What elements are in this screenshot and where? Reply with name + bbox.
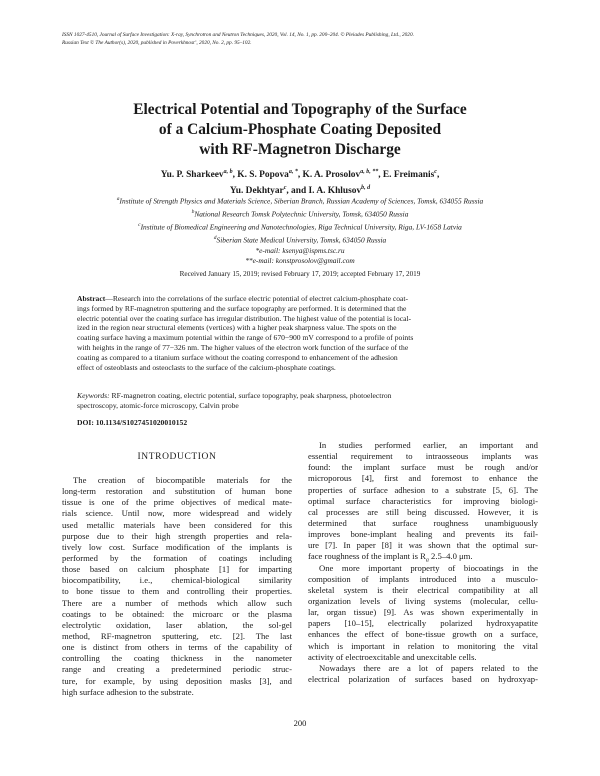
body-text-line: long-term restoration and substitution of human bone [62, 486, 292, 497]
email-2[interactable]: **e-mail: konstprosolov@gmail.com [245, 255, 355, 265]
body-text-line: Nowadays there are a lot of papers related to the [319, 662, 538, 673]
affiliations [60, 194, 540, 266]
body-text-line: tissue is one of the prime objectives of medical mate- [62, 497, 292, 508]
body-text-line: those based on calcium phosphate [1] for imparting [62, 564, 292, 575]
body-text-line: In studies performed earlier, an important and [319, 440, 538, 450]
body-text-line: controlling the coating thickness in the nanometer [62, 653, 292, 664]
affil-sup: a [116, 196, 120, 202]
affil-sup: b [191, 208, 195, 215]
body-text-line: essential requirement to intraosseous implants was [308, 451, 538, 462]
affiliation-c [60, 220, 540, 233]
keywords-label: Keywords: [77, 391, 110, 400]
affiliation-b [60, 207, 540, 220]
author-separator: , [436, 170, 440, 181]
body-text-line: determined that surface roughness unambiguously [308, 517, 538, 528]
body-text-line: organization levels of living systems (molecular, cellu- [308, 595, 538, 606]
body-text-line: biocompatibility, i.e., chemical-biological similarity [62, 575, 292, 586]
body-text-line: One more important property of biocoatings in the [319, 562, 538, 573]
abstract-line [77, 294, 523, 304]
body-text-line: optimal surface characteristics for improving biologi- [308, 495, 538, 506]
paper-title [60, 100, 540, 160]
abstract-label: Abstract [77, 294, 106, 303]
body-text-line: tively low cost. Surface modification of the implants is [62, 541, 292, 552]
author-dekhtyar: Yu. Dekhtyar [229, 185, 284, 196]
section-title-introduction: INTRODUCTION [137, 452, 217, 462]
keywords-text: RF-magnetron coating, electric potential, surface topography, peak sharpness, photoelectron [109, 391, 392, 400]
body-text-line: performed by the formation of coatings including [62, 552, 292, 563]
author-sup: c [283, 184, 287, 191]
title-line-3: with RF-Magnetron Discharge [199, 141, 401, 158]
abstract-text: —Research into the correlations of the surface electric potential of electret calcium-phosphate coat- [105, 294, 409, 303]
author-sup: c [434, 169, 437, 175]
body-text-line: ure [7]. In paper [8] it was shown that the optimal sur- [308, 540, 538, 551]
affiliation-d [60, 233, 540, 246]
journal-header-line-2: Russian Text © The Author(s), 2020, published in Poverkhnost’, 2020, No. 2, pp. 95–102. [62, 40, 252, 46]
body-text-line: microporous [4], first and foremost to enhance the [308, 473, 538, 484]
keywords [77, 391, 523, 412]
affil-sup: c [138, 221, 141, 228]
body-text-line: used metallic materials have been considered for this [62, 519, 292, 530]
roughness-subscript: a [425, 558, 429, 565]
affil-text: National Research Tomsk Polytechnic University, Tomsk, 634050 Russia [194, 209, 409, 219]
author-sharkeev: Yu. P. Sharkeev [160, 170, 224, 181]
title-line-2: of a Calcium-Phosphate Coating Deposited [158, 121, 442, 138]
body-text-line: improves bone-implant healing and prevents its fail- [308, 529, 538, 540]
author-sup: a, * [288, 169, 298, 175]
body-text-line: activity of electroexcitable and unexcitable cells. [308, 651, 477, 662]
journal-header-line-1: ISSN 1027-4510, Journal of Surface Investigation: X-ray, Synchrotron and Neutron Techniques, 2020, Vol. 14, No. 1, pp. 200–204. © Pleiades Publishing, Ltd., 2020. [62, 32, 414, 38]
body-text-line: properties of surface adhesion to a substrate [5, 6]. The [308, 484, 538, 495]
body-text-line: range and creating a predetermined periodic struc- [62, 664, 292, 675]
author-sup: a, b [223, 169, 233, 175]
body-text-line: one is distinct from others in terms of the capability of [62, 642, 292, 653]
affil-sup: d [213, 234, 217, 241]
affil-text: Institute of Biomedical Engineering and Nanotechnologies, Riga Technical University, Riga, LV-1658 Latvia [140, 222, 462, 232]
abstract-line: effect of osteoblasts and osteoclasts to the surface of the calcium-phosphate coatings. [77, 362, 336, 372]
email-1[interactable]: *e-mail: ksenya@ispms.tsc.ru [255, 245, 345, 255]
author-prosolov: , K. A. Prosolov [297, 170, 361, 181]
abstract-line: coating surface having a maximum potential within the range of 670−900 mV correspond to a profile of points [77, 333, 414, 343]
doi[interactable]: DOI: 10.1134/S1027451020010152 [77, 418, 188, 427]
author-khlusov: , and I. A. Khlusov [286, 185, 362, 196]
abstract [77, 294, 523, 372]
title-line-1: Electrical Potential and Topography of the Surface [133, 101, 467, 118]
body-text-line: which is important in relation to monitoring the vital [308, 640, 538, 651]
page-number: 200 [293, 718, 307, 728]
body-text-line: to bone tissue to them and controlling their properties. [62, 586, 292, 597]
body-text-line: coatings to be obtained: the microarc or the plasma [62, 608, 292, 619]
body-text-line: purpose due to their high strength properties and rela- [62, 530, 292, 541]
body-text-line: enhances the effect of bone-tissue growth on a surface, [308, 629, 538, 640]
body-text-line: skeletal system is their electrical compatibility at all [308, 584, 538, 595]
body-text-line: electrical polarization of surfaces based on hydroxyap- [308, 673, 538, 684]
body-text-line: face roughness of the implant is $R_a$ 2.5–4.0 μm. [308, 551, 473, 565]
affiliation-a [60, 194, 540, 207]
body-text-line: method, RF-magnetron sputtering, etc. [2]. The last [62, 630, 292, 641]
column-right [308, 440, 538, 685]
author-list [60, 166, 540, 197]
author-freimanis: , E. Freimanis [378, 170, 435, 181]
body-text-line: found: the implant surface must be rough and/or [308, 462, 538, 473]
body-text-line: high surface adhesion to the substrate. [62, 686, 194, 697]
affil-text: Institute of Strength Physics and Materials Science, Siberian Branch, Russian Academy of Sciences, Tomsk, 634055 Russia [119, 196, 484, 206]
body-text-line: cal processes are still being discussed. However, it is [308, 506, 538, 517]
abstract-line: ized in the region near structural elements (vertices) with a higher peak sharpness value. The spots on the [77, 323, 397, 333]
author-sup: a, b, ** [360, 169, 379, 175]
abstract-line: electric potential over the coating surface has irregular distribution. The highest value of the potential is local- [77, 313, 412, 323]
body-text-line: rials science. Until now, more widespread and widely [62, 508, 292, 519]
received-dates: Received January 15, 2019; revised February 17, 2019; accepted February 17, 2019 [179, 270, 421, 278]
body-text-line: There are a number of methods which allow such [62, 597, 292, 608]
column-left [62, 475, 292, 698]
author-popova: , K. S. Popova [232, 170, 289, 181]
body-text-line: ture, for example, by using deposition masks [3], and [62, 675, 292, 686]
body-text-line: papers [10–15], electrically polarized hydroxyapatite [308, 618, 538, 629]
body-text-line: composition of implants introduced into a musculo- [308, 573, 538, 584]
abstract-line: ings formed by RF-magnetron sputtering and the surface topography are performed. It is determined that the [77, 303, 407, 313]
body-text-line: lar, organ tissue) [9]. As was shown experimentally in [308, 607, 538, 618]
author-sup: b, d [361, 184, 371, 191]
affil-text: Siberian State Medical University, Tomsk, 634050 Russia [216, 235, 387, 245]
body-text-line: electrolytic oxidation, laser ablation, the sol-gel [62, 619, 292, 630]
keywords-text: spectroscopy, atomic-force microscopy, Calvin probe [77, 401, 239, 411]
abstract-line: with heights in the range of 77−326 nm. The higher values of the electron work function of the surface of the [77, 342, 409, 352]
abstract-line: coating as compared to a titanium surface without the coating correspond to enhancement of the adhesion [77, 352, 398, 362]
body-text-line: The creation of biocompatible materials for the [73, 475, 292, 485]
